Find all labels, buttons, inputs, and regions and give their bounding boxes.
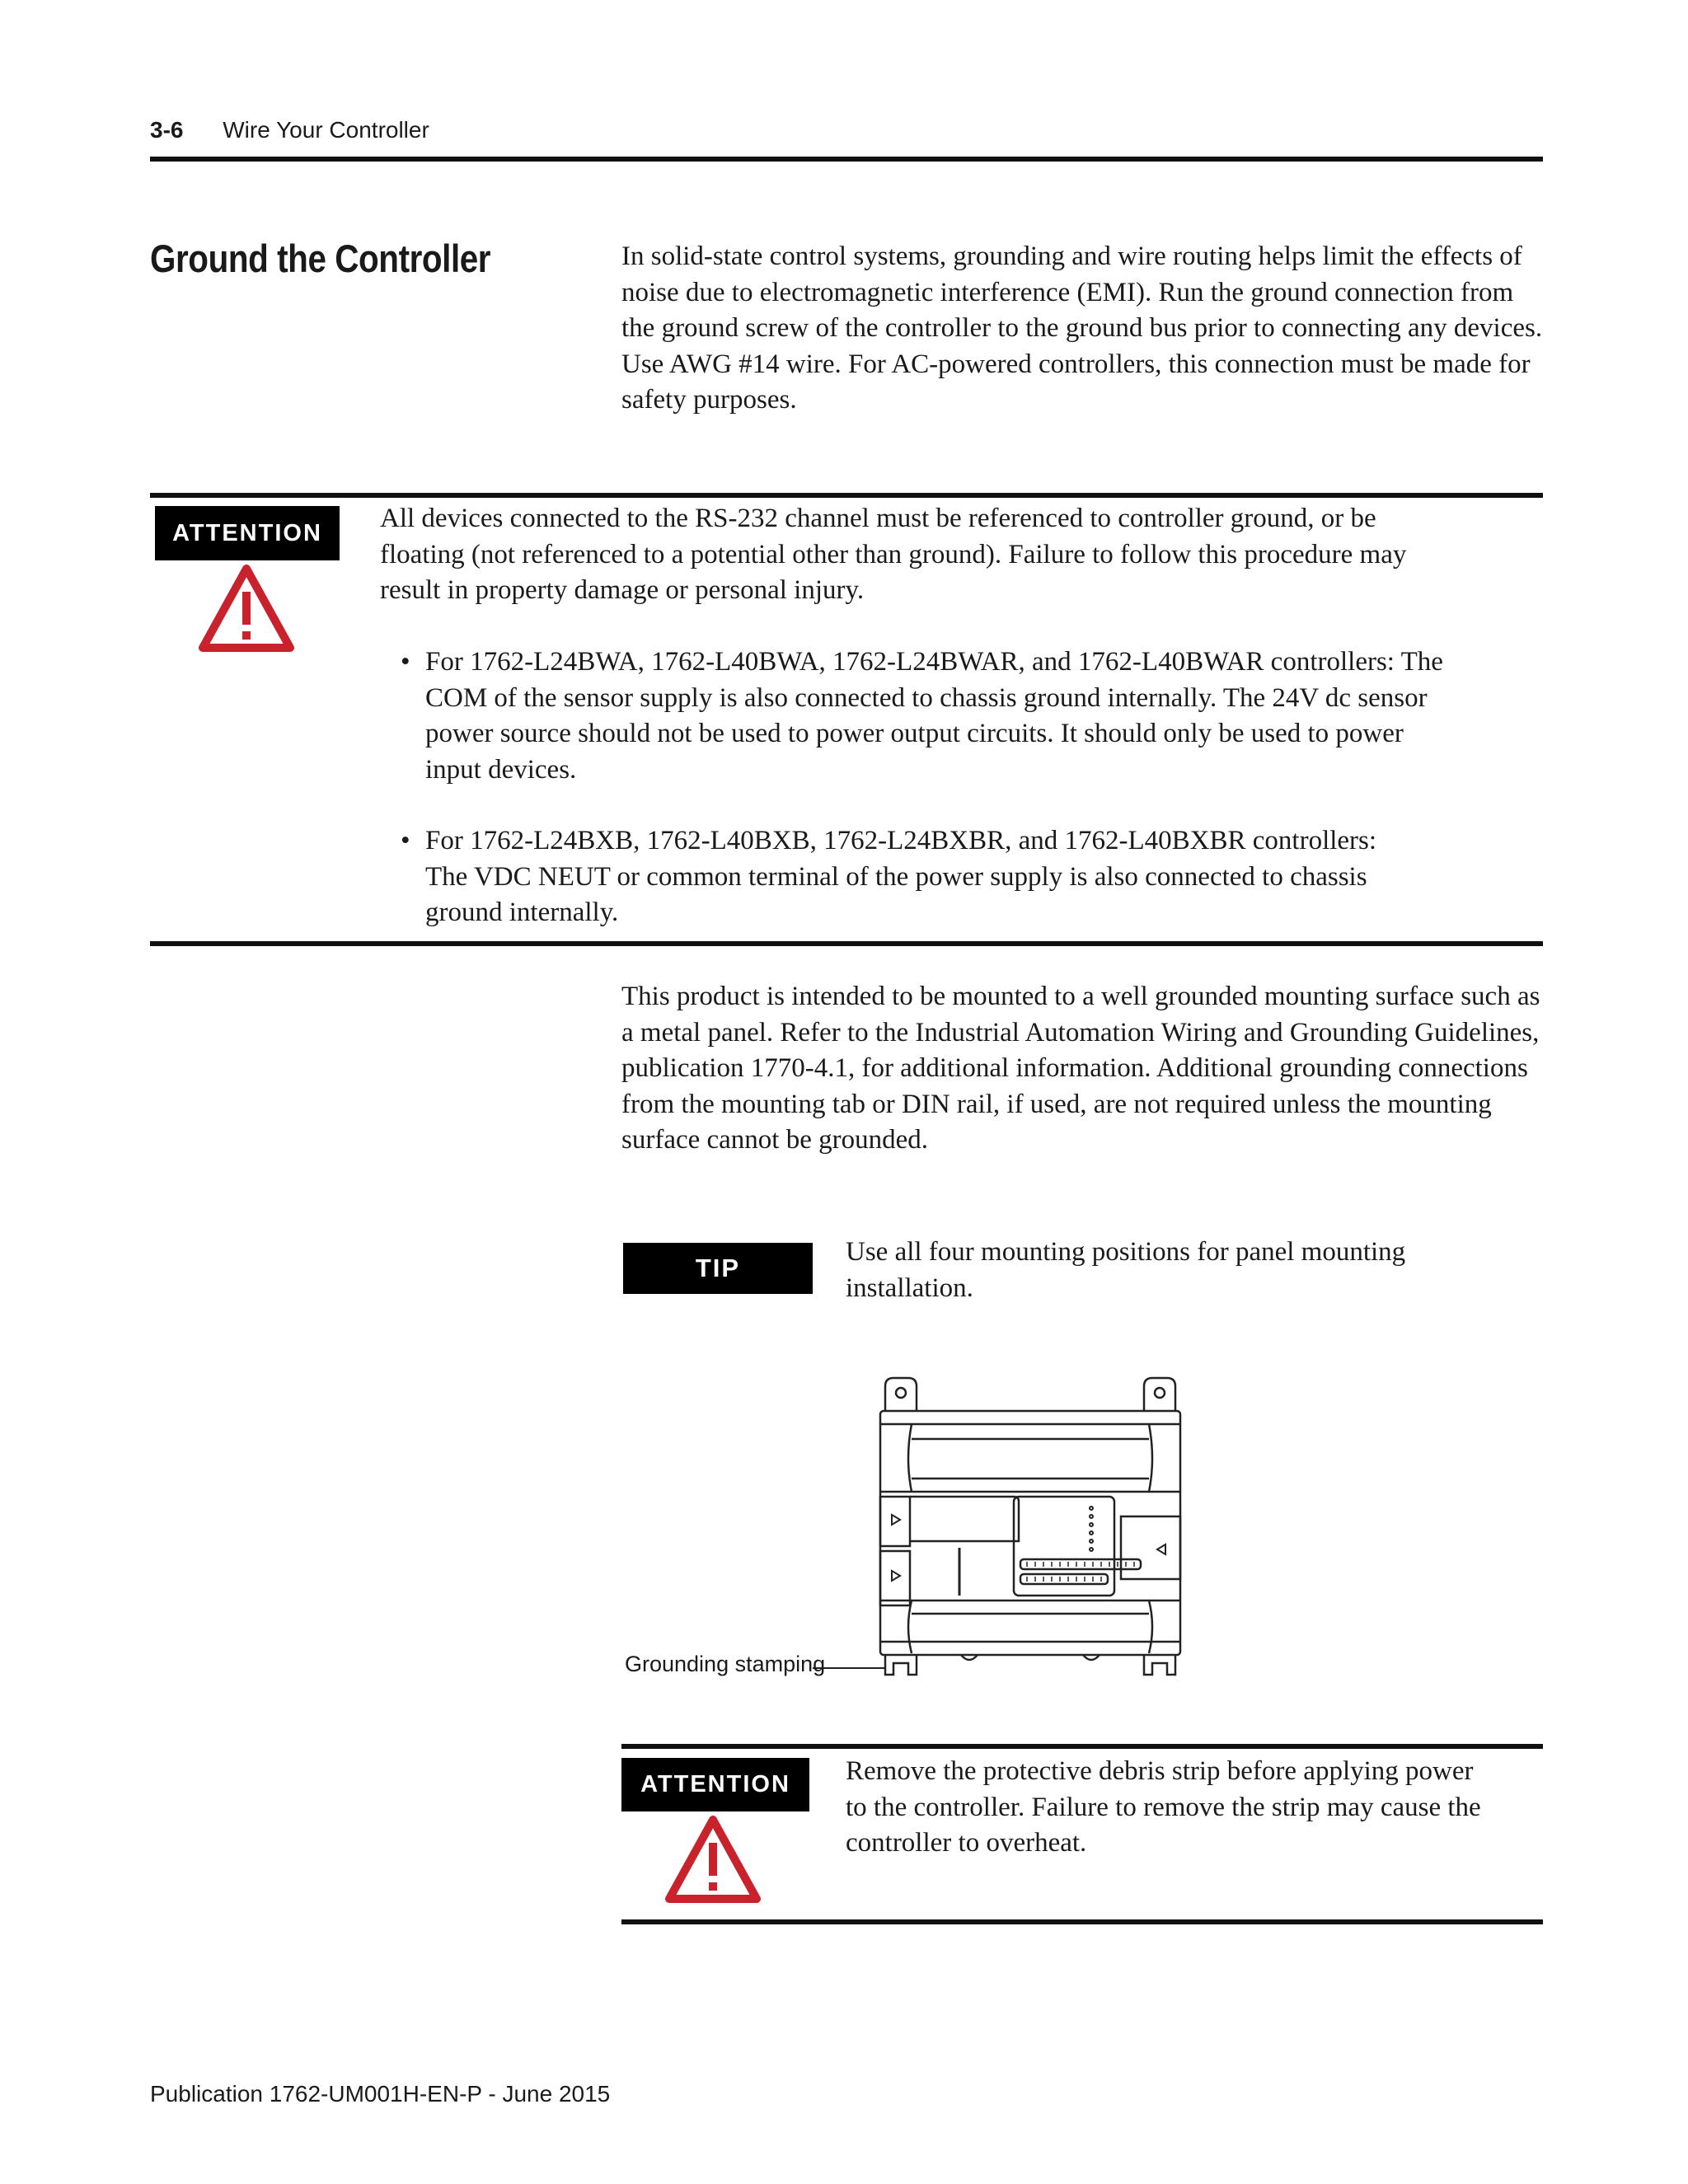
controller-diagram [874,1376,1187,1690]
warning-triangle-icon [664,1815,762,1904]
left-door-upper [880,1497,910,1546]
attention1-bullet-1-text: For 1762-L24BWA, 1762-L40BWA, 1762-L24BWAR, and 1762-L40BWAR controllers: The COM of the sensor supply is also connected to chassis ground internally. The 24V dc sensor power source should not be used to power output circuits. It should only be used to power input devices. [425,647,1443,785]
footer-publication: Publication 1762-UM001H-EN-P - June 2015 [150,2081,611,2107]
attention2-text: Remove the protective debris strip before applying power to the controller. Failure to remove the strip may cause the controller to overheat. [846,1756,1481,1858]
header-rule [150,157,1543,162]
attention2-badge: ATTENTION [621,1758,809,1811]
page-number: 3-6 [150,117,184,143]
attention1-badge: ATTENTION [155,506,340,560]
terminal-strip-upper [1020,1559,1141,1569]
tip-text: Use all four mounting positions for panel mounting installation. [846,1237,1406,1303]
section-title: Ground the Controller [150,237,491,280]
top-right-mounting-tab [1144,1378,1175,1411]
controller-body [880,1411,1180,1655]
attention2-top-rule [621,1744,1543,1749]
warning-triangle-icon [198,564,295,653]
attention1-text: All devices connected to the RS-232 channel must be referenced to controller ground, or be floating (not referenced to a potential other than ground). Failure to follow this procedure may result in property damage or personal injury. [380,504,1407,606]
attention1-bottom-rule [150,941,1543,946]
attention1-bullet-1: • For 1762-L24BWA, 1762-L40BWA, 1762-L24BWAR, and 1762-L40BWAR controllers: The COM of the sensor supply is also connected to chassis ground internally. The 24V dc sensor power source should not be used to power output circuits. It should only be used to power input devices. [401,644,1472,788]
chapter-title: Wire Your Controller [223,117,429,143]
attention1-bullet-2: • For 1762-L24BXB, 1762-L40BXB, 1762-L24BXBR, and 1762-L40BXBR controllers: The VDC NEUT or common terminal of the power supply is also connected to chassis ground internally. [401,823,1472,931]
grounding-stamping [885,1655,1175,1675]
intro-paragraph: In solid-state control systems, grounding and wire routing helps limit the effects of noise due to electromagnetic interference (EMI). Run the ground connection from the ground screw of the controller to the ground bus prior to connecting any devices. Use AWG #14 wire. For AC-powered controllers, this connection must be made for safety purposes. [621,241,1543,415]
terminal-strip-lower [1020,1574,1108,1584]
top-left-mounting-tab [885,1378,917,1411]
running-header [150,117,429,143]
mounting-paragraph: This product is intended to be mounted to a well grounded mounting surface such as a metal panel. Refer to the Industrial Automation Wiring and Grounding Guidelines, publication 1770-4.1, for additional information. Additional grounding connections from the mounting tab or DIN rail, if used, are not required unless the mounting surface cannot be grounded. [621,982,1540,1155]
attention2-bottom-rule [621,1919,1543,1924]
attention1-bullet-2-text: For 1762-L24BXB, 1762-L40BXB, 1762-L24BXBR, and 1762-L40BXBR controllers: The VDC NEUT or common terminal of the power supply is also connected to chassis ground internally. [425,826,1377,928]
grounding-stamping-label: Grounding stamping [625,1652,826,1676]
tip-badge: TIP [623,1243,813,1294]
attention1-top-rule [150,493,1543,498]
led-panel [1014,1497,1114,1596]
